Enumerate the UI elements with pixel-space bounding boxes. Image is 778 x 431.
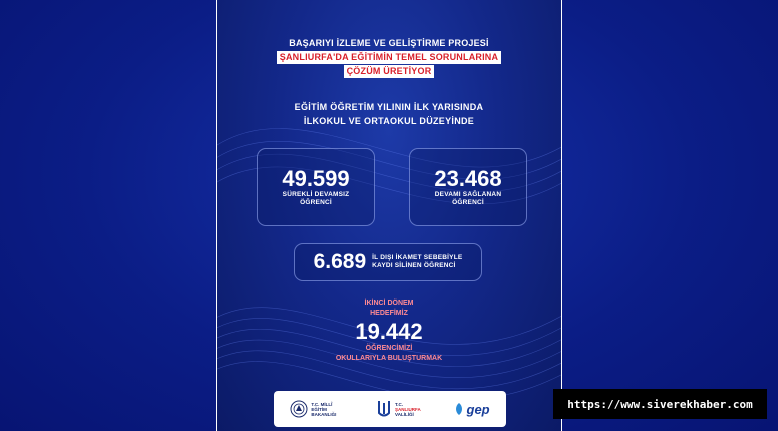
sanliurfa-name: ŞANLIURFA (395, 406, 421, 412)
header-line-2 (217, 51, 561, 64)
stat-label: SÜREKLİ DEVAMSIZ (282, 191, 350, 198)
sanliurfa-logo (376, 399, 421, 419)
meb-emblem-icon (290, 400, 308, 418)
sanliurfa-tc: T.C. (395, 401, 404, 407)
stat-card-continued (409, 148, 527, 226)
stat-label: ÖĞRENCİ (300, 199, 332, 206)
meb-logo-text: T.C. MİLLÎ EĞİTİM BAKANLIĞI (311, 401, 337, 417)
watermark-url: https://www.siverekhaber.com (553, 389, 767, 419)
stat-value: 49.599 (282, 166, 350, 191)
stat-value: 6.689 (313, 250, 367, 273)
logo-footer (274, 391, 506, 427)
gep-logo-text: gep (466, 401, 490, 417)
stat-label: ÖĞRENCİ (452, 199, 484, 206)
sanliurfa-emblem-icon (376, 399, 392, 419)
goal-line-1: İKİNCİ DÖNEM (364, 300, 414, 307)
sanliurfa-valilik: VALİLİĞİ (395, 411, 414, 417)
stat-label: DEVAMI SAĞLANAN (434, 191, 502, 198)
meb-logo (290, 400, 343, 418)
goal-value: 19.442 (355, 319, 423, 344)
gep-logo (454, 402, 490, 417)
stat-label: KAYDI SİLİNEN ÖĞRENCİ (372, 262, 456, 269)
subtitle-line-1: EĞİTİM ÖĞRETİM YILININ İLK YARISINDA (294, 102, 484, 112)
goal-line-2: HEDEFİMİZ (370, 310, 408, 317)
header-highlight-3: ÇÖZÜM ÜRETİYOR (344, 65, 435, 78)
header-line-3 (217, 65, 561, 78)
header-highlight-2: ŞANLIURFA'DA EĞİTİMİN TEMEL SORUNLARINA (277, 51, 501, 64)
header-line-1: BAŞARIYI İZLEME VE GELİŞTİRME PROJESİ (289, 38, 489, 48)
goal-line-4: OKULLARIYLA BULUŞTURMAK (335, 355, 443, 362)
gep-leaf-icon (454, 402, 464, 416)
stat-label: İL DIŞI İKAMET SEBEBİYLE (372, 254, 463, 261)
stat-card-removed (294, 243, 482, 281)
infographic-poster (216, 0, 562, 431)
stat-value: 23.468 (434, 166, 502, 191)
stat-card-absent (257, 148, 375, 226)
goal-line-3: ÖĞRENCİMİZİ (365, 345, 413, 352)
subtitle-line-2: İLKOKUL VE ORTAOKUL DÜZEYİNDE (303, 116, 475, 126)
